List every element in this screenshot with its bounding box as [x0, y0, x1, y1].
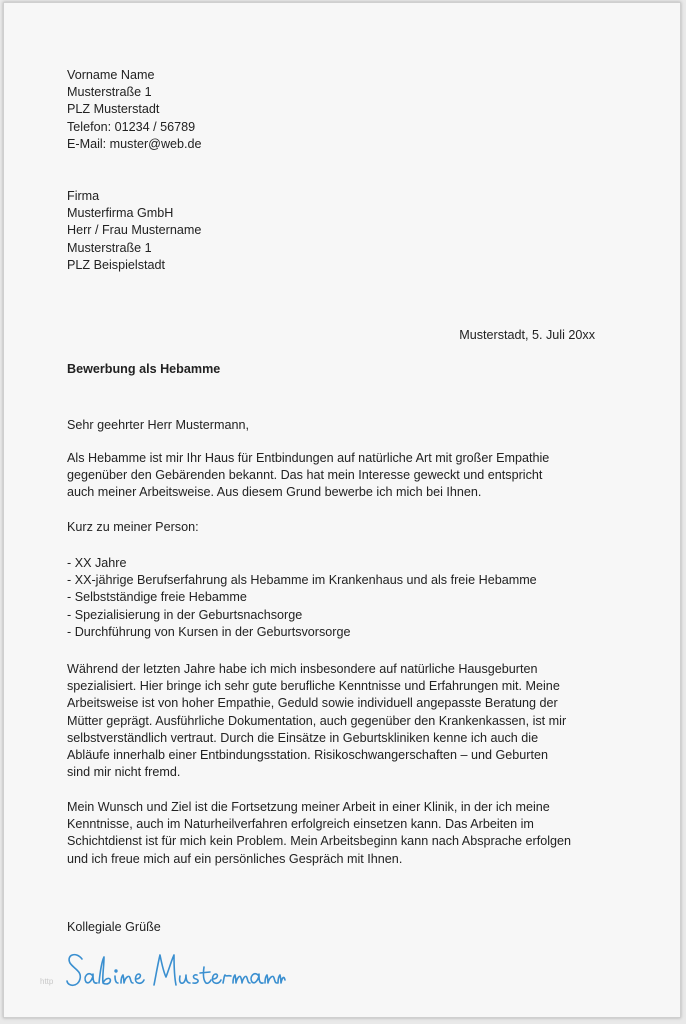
list-item: - XX-jährige Berufserfahrung als Hebamme im Krankenhaus und als freie Hebamme — [67, 573, 537, 588]
list-item: - Spezialisierung in der Geburtsnachsorge — [67, 607, 303, 622]
paragraph-line: Als Hebamme ist mir Ihr Haus für Entbindungen auf natürliche Art mit großer Empathie — [67, 451, 550, 465]
sender-email: E-Mail: muster@web.de — [67, 136, 202, 151]
handwritten-signature — [66, 947, 286, 993]
letter-date: Musterstadt, 5. Juli 20xx — [459, 328, 595, 342]
recipient-company-label: Firma — [67, 189, 100, 203]
list-item: - Durchführung von Kursen in der Geburtsvorsorge — [67, 624, 351, 639]
paragraph-line: Abläufe innerhalb einer Entbindungsstation. Risikoschwangerschaften – und Geburten — [67, 747, 548, 762]
letter-closing: Kollegiale Grüße — [67, 920, 161, 934]
profile-intro: Kurz zu meiner Person: — [67, 520, 199, 534]
paragraph-line: Schichtdienst ist für mich kein Problem. Mein Arbeitsbeginn kann nach Absprache erfolgen — [67, 834, 572, 849]
list-item: - XX Jahre — [67, 556, 127, 570]
paragraph-experience — [67, 661, 566, 781]
paragraph-line: selbstverständlich vertraut. Durch die Einsätze in Geburtskliniken kenne ich auch die — [67, 730, 539, 745]
profile-list — [67, 555, 537, 641]
paragraph-line: Mein Wunsch und Ziel ist die Fortsetzung meiner Arbeit in einer Klinik, in der ich meine — [67, 800, 550, 814]
recipient-company: Musterfirma GmbH — [67, 206, 174, 221]
recipient-contact: Herr / Frau Mustername — [67, 223, 202, 238]
letter-salutation: Sehr geehrter Herr Mustermann, — [67, 418, 249, 432]
recipient-street: Musterstraße 1 — [67, 240, 152, 255]
paragraph-goal — [67, 799, 571, 868]
sender-street: Musterstraße 1 — [67, 85, 152, 100]
paragraph-line: spezialisiert. Hier bringe ich sehr gute berufliche Kenntnisse und Erfahrungen mit. Meine — [67, 679, 560, 694]
paragraph-line: gegenüber den Gebärenden bekannt. Das hat mein Interesse geweckt und entspricht — [67, 468, 543, 483]
paragraph-interest — [67, 450, 549, 502]
letter-subject: Bewerbung als Hebamme — [67, 362, 221, 376]
paragraph-line: auch meiner Arbeitsweise. Aus diesem Grund bewerbe ich mich bei Ihnen. — [67, 485, 482, 500]
recipient-city: PLZ Beispielstadt — [67, 257, 166, 272]
sender-address — [67, 67, 202, 153]
sender-name: Vorname Name — [67, 68, 155, 82]
list-item: - Selbstständige freie Hebamme — [67, 590, 247, 605]
sender-phone: Telefon: 01234 / 56789 — [67, 119, 196, 134]
paragraph-line: Arbeitsweise ist von hoher Empathie, Geduld sowie individuell angepasste Beratung der — [67, 696, 558, 711]
paragraph-line: sind mir nicht fremd. — [67, 765, 181, 780]
paragraph-line: Während der letzten Jahre habe ich mich insbesondere auf natürliche Hausgeburten — [67, 662, 538, 676]
sender-city: PLZ Musterstadt — [67, 102, 160, 117]
letter-page — [3, 2, 681, 1018]
recipient-address — [67, 188, 201, 274]
paragraph-line: und ich freue mich auf ein persönliches Gespräch mit Ihnen. — [67, 851, 403, 866]
paragraph-line: Mütter geprägt. Ausführliche Dokumentation, auch gegenüber den Krankenkassen, ist mir — [67, 713, 567, 728]
paragraph-line: Kenntnisse, auch im Naturheilverfahren erfolgreich einsetzen kann. Das Arbeiten im — [67, 817, 534, 832]
watermark-text: http — [40, 977, 54, 986]
